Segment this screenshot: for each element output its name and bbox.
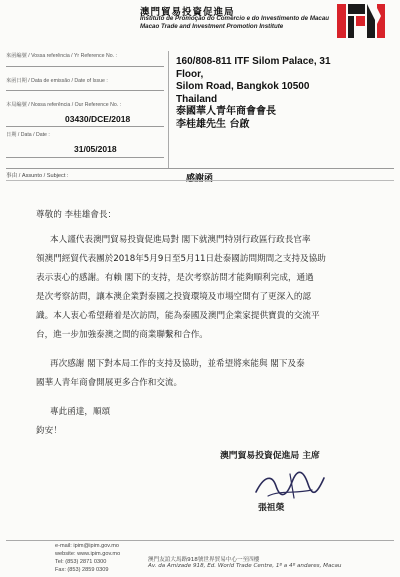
handwritten-signature <box>250 468 330 502</box>
footer-tel: Tel: (853) 2871 0300 <box>55 559 107 565</box>
paragraph-1-line-2: 領澳門經貿代表團於2018年5月9日至5月11日赴泰國訪問期間之支持及協助 <box>36 254 326 264</box>
institute-name-pt: Instituto de Promoção do Comércio e do Investimento de Macau <box>140 15 330 22</box>
footer-website: website: www.ipim.gov.mo <box>55 551 121 557</box>
date-value: 31/05/2018 <box>74 144 117 154</box>
signer-name: 張祖榮 <box>258 503 285 513</box>
recipient-name: 李桂雄先生 台啟 <box>176 118 250 130</box>
signer-title: 澳門貿易投資促進局 主席 <box>220 451 320 461</box>
footer-fax: Fax: (853) 2859 0309 <box>55 567 109 573</box>
recipient-address <box>176 56 331 131</box>
footer-address-pt: Av. da Amizade 918, Ed. World Trade Centre, 1º a 4º andares, Macau <box>148 563 342 569</box>
recipient-line-4: Thailand <box>176 93 218 105</box>
ipim-logo <box>337 2 385 38</box>
paragraph-1-line-4: 是次考察訪問，讓本澳企業對泰國之投資環境及市場空間有了更深入的認 <box>36 292 312 302</box>
paragraph-1-line-1: 本人謹代表澳門貿易投資促進局對 閣下就澳門特別行政區行政長官率 <box>50 235 311 245</box>
date-label: 日期 / Data / Date : <box>6 132 50 138</box>
our-reference-value: 03430/DCE/2018 <box>65 114 131 124</box>
our-reference-label: 本局編號 / Nossa referência / Our Reference No. : <box>6 102 122 108</box>
subject-title: 感謝函 <box>186 174 214 184</box>
recipient-line-1: 160/808-811 ITF Silom Palace, 31 <box>176 56 331 67</box>
recipient-org: 泰國華人青年商會會長 <box>176 106 276 117</box>
paragraph-1-line-3: 表示衷心的感謝。有賴 閣下的支持，是次考察訪問才能夠順利完成，通過 <box>36 273 314 283</box>
footer-address-cn: 澳門友誼大馬路918號世界貿易中心一至四樓 <box>148 557 260 563</box>
paragraph-1-line-5: 識。本人衷心希望藉着是次訪問，能為泰國及澳門企業家提供寶貴的交流平 <box>36 311 320 321</box>
paragraph-1-line-6: 台，進一步加強泰澳之間的商業聯繫和合作。 <box>36 330 208 340</box>
footer-email: e-mail: ipim@ipim.gov.mo <box>55 543 120 549</box>
recipient-line-2: Floor, <box>176 68 204 80</box>
closing-line-2: 鈞安！ <box>36 426 62 436</box>
subject-label: 事由 / Assunto / Subject : <box>6 173 69 179</box>
institute-name-cn: 澳門貿易投資促進局 <box>140 7 235 18</box>
paragraph-2-line-1: 再次感謝 閣下對本局工作的支持及協助，並希望將來能與 閣下及泰 <box>50 359 305 369</box>
paragraph-2-line-2: 國華人青年商會開展更多合作和交流。 <box>36 378 183 388</box>
salutation: 尊敬的 李桂雄會長： <box>36 210 117 220</box>
your-reference-label: 來函編號 / Vossa referência / Yr Reference No. : <box>6 53 117 59</box>
closing-line-1: 專此函達，順頌 <box>50 407 111 417</box>
institute-name-en: Macao Trade and Investment Promotion Institute <box>140 23 284 30</box>
recipient-line-3: Silom Road, Bangkok 10500 <box>176 81 310 92</box>
date-of-issue-label: 來函日期 / Data de emissão / Date of Issue : <box>6 78 108 84</box>
